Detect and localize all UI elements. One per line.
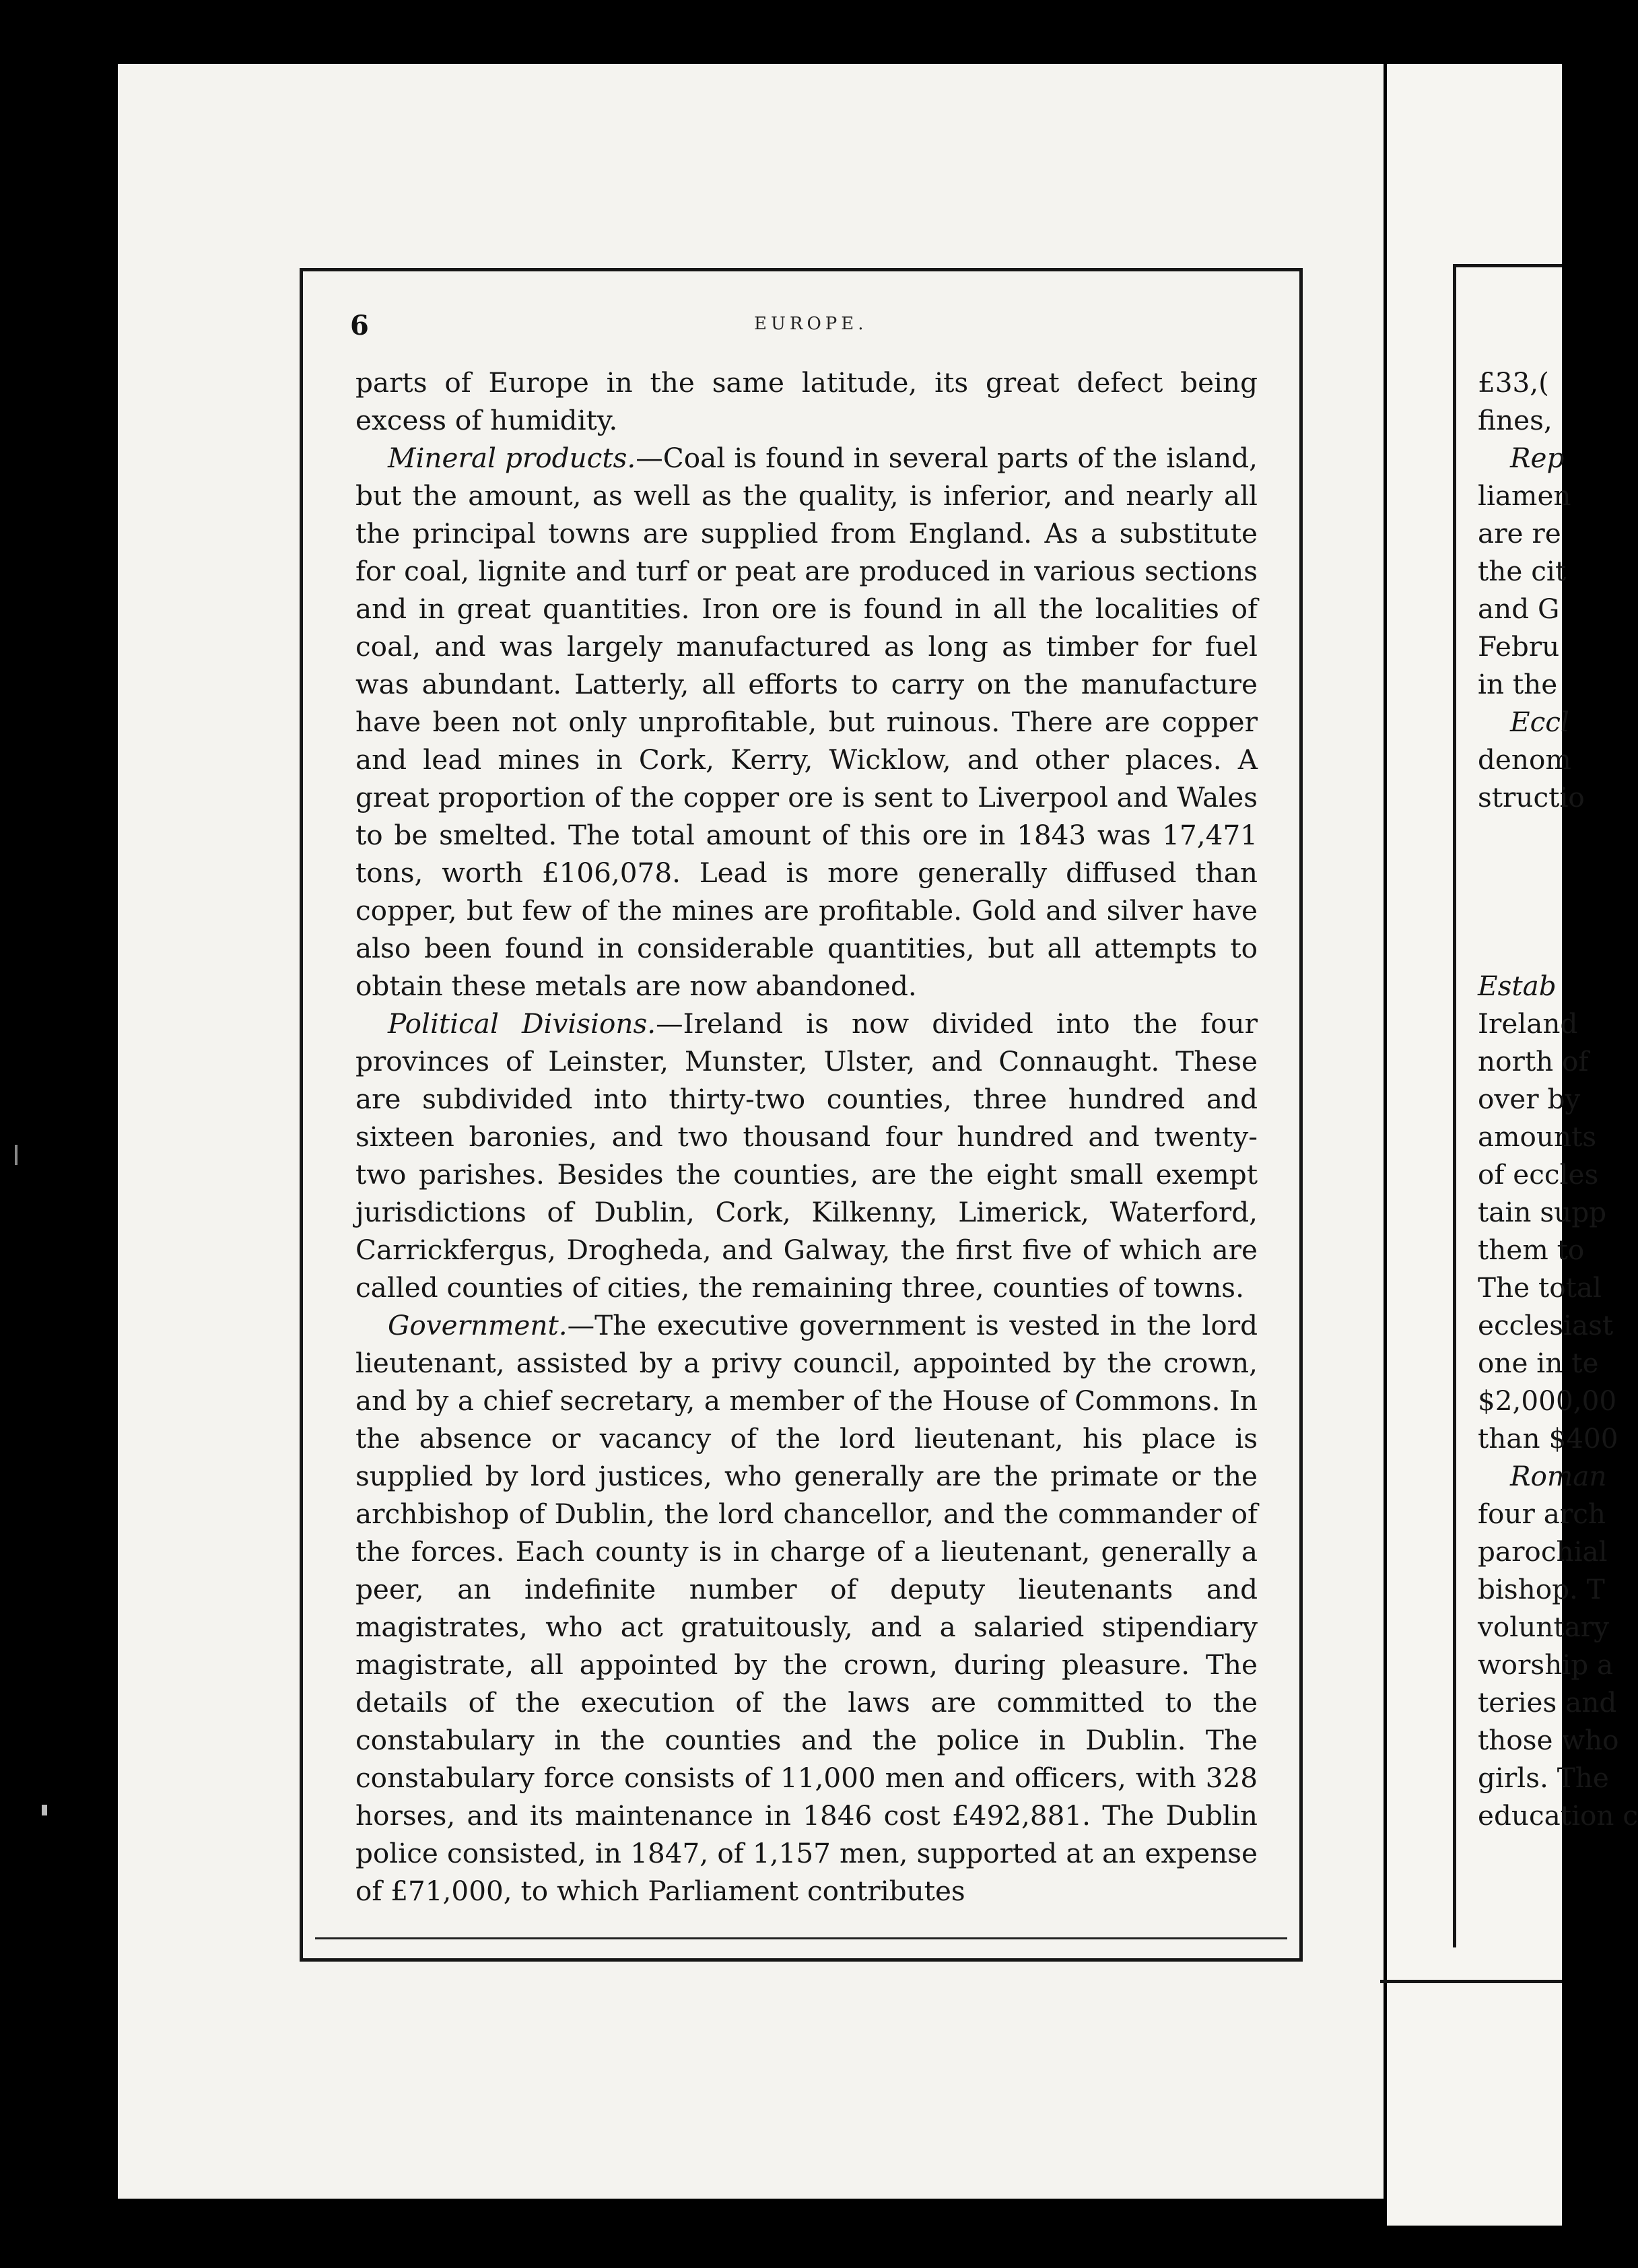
paragraph-mineral-products [355,439,1258,1005]
right-line: those who [1478,1724,1619,1756]
right-line: education c [1478,1799,1638,1832]
right-line: north of [1478,1045,1589,1077]
right-line: of eccles [1478,1158,1599,1191]
scan-speck [15,1145,18,1165]
paragraph-body: —Ireland is now divided into the four provinces of Leinster, Munster, Ulster, and Connaught. These are subdivided into thirty-two counties, three hundred and sixteen baronies, and two thousand four hundred and twenty-two parishes. Besides the counties, are the eight small exempt jurisdictions of Dublin, Cork, Kilkenny, Limerick, Waterford, Carrickfergus, Drogheda, and Galway, the first five of which are called counties of cities, the remaining three, counties of towns. [355,1007,1258,1304]
paragraph-heading: Mineral products. [388,442,636,474]
right-line: structio [1478,781,1585,813]
opening-line: parts of Europe in the same latitude, its great defect being excess [355,366,1258,436]
right-line: £33,( [1478,366,1549,399]
right-line: tain supp [1478,1196,1607,1228]
right-line: Ireland [1478,1007,1578,1040]
right-line: them to [1478,1234,1585,1266]
right-line: Rep [1510,442,1565,474]
right-line: over by [1478,1083,1581,1115]
paragraph-heading: Political Divisions. [388,1007,656,1040]
paragraph-body: —Coal is found in several parts of the island, but the amount, as well as the quality, is inferior, and nearly all the principal towns are supplied from England. As a substitute for coal, lignite and turf or peat are produced in various sections and in great quantities. Iron ore is found in all the localities of coal, and was largely manufactured as long as timber for fuel was abundant. Latterly, all efforts to carry on the manufacture have been not only unprofitable, but ruinous. There are copper and lead mines in Cork, Kerry, Wicklow, and other places. A great proportion of the copper ore is sent to Liverpool and Wales to be smelted. The total amount of this ore in 1843 was 17,471 tons, worth £106,078. Lead is more generally diffused than copper, but few of the mines are profitable. Gold and silver have also been found in considerable quantities, but all attempts to obtain these metals are now abandoned. [355,442,1258,1002]
right-line: Eccl [1510,706,1569,738]
right-gap [1478,892,1562,967]
right-line: are re [1478,517,1561,549]
right-line: Estab [1478,970,1557,1002]
right-line: Febru [1478,630,1560,663]
right-line: in the [1478,668,1558,700]
right-line: and G [1478,593,1560,625]
right-line: ecclesiast [1478,1309,1614,1341]
right-line: $2,000,00 [1478,1385,1617,1417]
right-line: liamen [1478,479,1571,512]
right-line: bishop. T [1478,1573,1605,1605]
page-number: 6 [350,310,369,341]
paragraph-heading: Government. [388,1309,568,1341]
main-text-column [355,364,1258,1910]
paragraph-body: —The executive government is vested in the lord lieutenant, assisted by a privy council, appointed by the crown, and by a chief secretary, a member of the House of Commons. In the absence or vacancy of the lord lieutenant, his place is supplied by lord justices, who generally are the primate or the archbishop of Dublin, the lord chancellor, and the commander of the forces. Each county is in charge of a lieutenant, generally a peer, an indefinite number of deputy lieutenants and magistrates, who act gratuitously, and a salaried stipendiary magistrate, all appointed by the crown, during pleasure. The details of the execution of the laws are committed to the constabulary in the counties and the police in Dublin. The constabulary force consists of 11,000 men and officers, with 328 horses, and its maintenance in 1846 cost £492,881. The Dublin police consisted, in 1847, of 1,157 men, supported at an expense of £71,000, to which Parliament contributes [355,1309,1258,1907]
right-line: fines, [1478,404,1552,436]
paragraph-government [355,1306,1258,1910]
right-line: The total [1478,1271,1602,1304]
scan-speck [42,1805,47,1815]
opening-line: of humidity. [454,404,618,436]
paragraph-political-divisions [355,1005,1258,1306]
right-line: than $400 [1478,1422,1618,1455]
right-line: parochial [1478,1535,1608,1568]
right-line: four arch [1478,1498,1606,1530]
right-line: voluntary [1478,1611,1610,1643]
right-line: amounts [1478,1121,1597,1153]
right-line: one in te [1478,1347,1599,1379]
right-line: worship a [1478,1648,1614,1681]
right-line: Roman [1510,1460,1607,1492]
right-gap [1478,816,1562,892]
running-title: EUROPE. [754,314,868,334]
opening-text [355,364,1258,439]
right-line: the cit [1478,555,1567,587]
right-line: denom [1478,743,1571,776]
right-line: girls. The [1478,1762,1609,1794]
right-line: teries and [1478,1686,1617,1719]
right-page-frame-bottom [1380,1980,1562,1983]
right-page-text [1478,364,1638,1834]
